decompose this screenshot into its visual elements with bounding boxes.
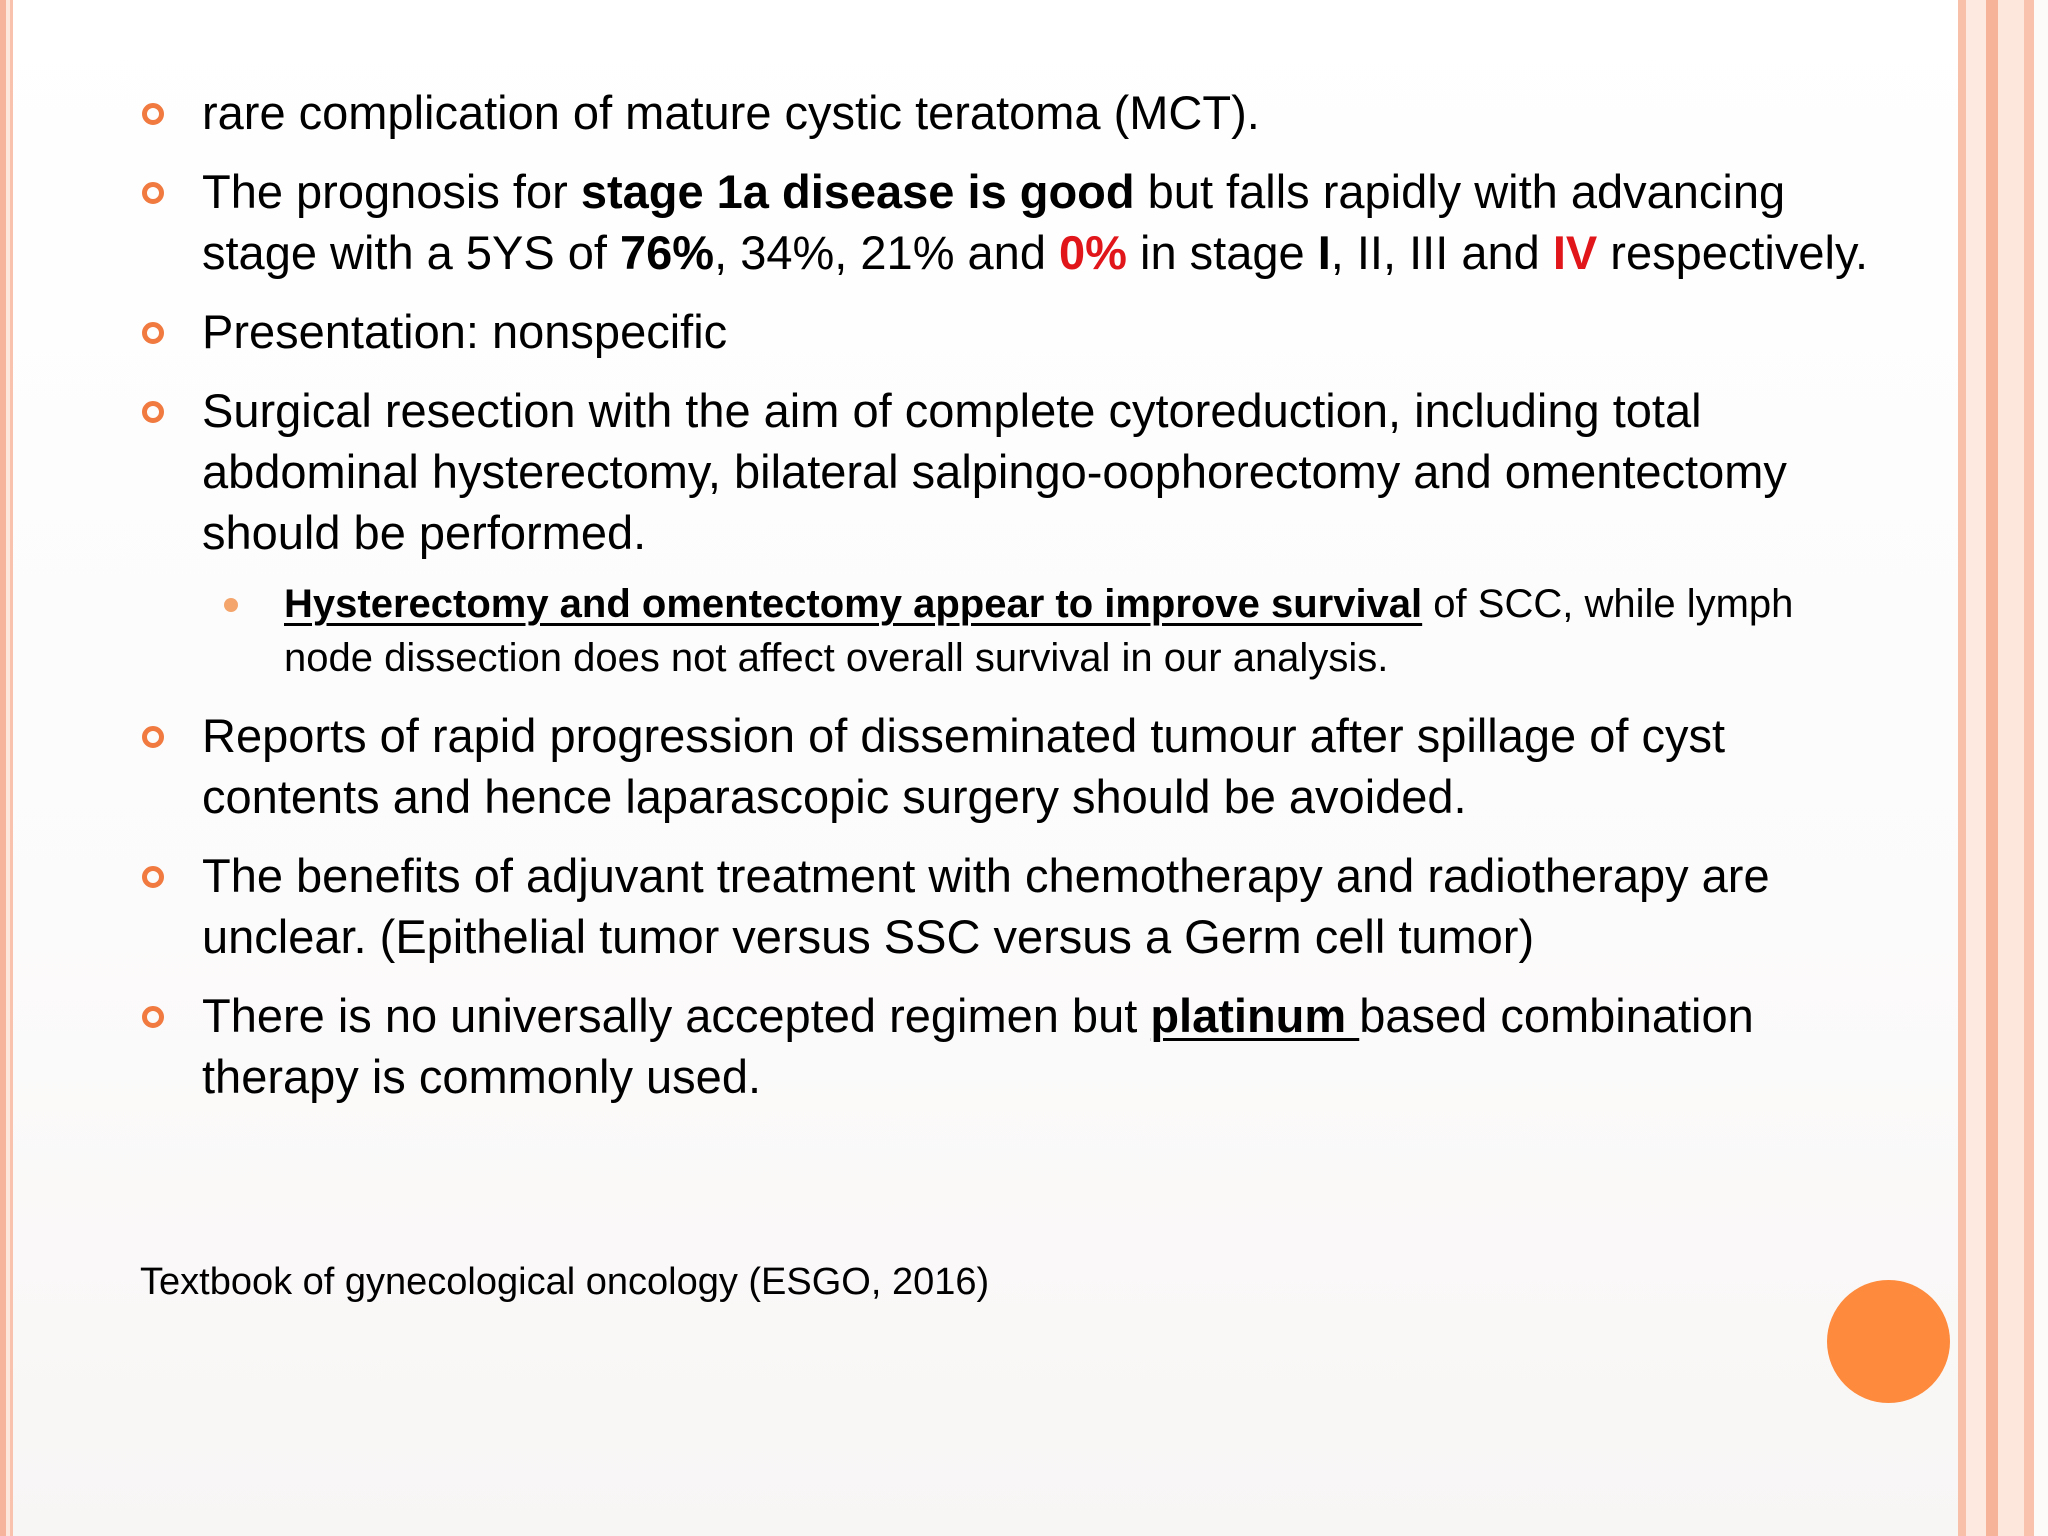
bullet-item-regimen bbox=[140, 985, 1880, 1107]
bullet-item-mct bbox=[140, 82, 1880, 143]
bullet-item-presentation bbox=[140, 301, 1880, 362]
bullet-text-part: in stage bbox=[1126, 226, 1318, 279]
emphasis-76-percent: 76% bbox=[620, 226, 715, 279]
bullet-text: Surgical resection with the aim of complete cytoreduction, including total abdominal hysterectomy, bilateral salpingo-oophorectomy and omentectomy should be performed. bbox=[202, 384, 1787, 559]
bullet-text: The benefits of adjuvant treatment with chemotherapy and radiotherapy are unclear. (Epithelial tumor versus SSC versus a Germ cell tumor) bbox=[202, 849, 1770, 963]
bullet-text: rare complication of mature cystic teratoma (MCT). bbox=[202, 86, 1260, 139]
bullet-item-adjuvant-treatment bbox=[140, 845, 1880, 967]
emphasis-stage-1a: stage 1a disease is good bbox=[580, 165, 1135, 218]
filled-circle-bullet-icon bbox=[224, 598, 238, 612]
orange-circle-decoration bbox=[1827, 1280, 1950, 1403]
hollow-circle-bullet-icon bbox=[142, 1006, 164, 1028]
bullet-text-part: The prognosis for bbox=[202, 165, 581, 218]
bullet-text-part: , 34%, 21% and bbox=[714, 226, 1060, 279]
highlight-stage-iv: IV bbox=[1552, 226, 1598, 279]
bullet-text-part: , II, III and bbox=[1330, 226, 1553, 279]
bullet-text-part: There is no universally accepted regimen but bbox=[202, 989, 1151, 1042]
bullet-item-surgical-resection bbox=[140, 380, 1880, 563]
hollow-circle-bullet-icon bbox=[142, 401, 164, 423]
emphasis-stage-i: I bbox=[1317, 226, 1331, 279]
emphasis-survival: Hysterectomy and omentectomy appear to improve survival bbox=[284, 582, 1423, 626]
sub-bullet-text: of SCC, while lymph node dissection does not affect overall survival in our analysis. bbox=[284, 582, 1794, 680]
hollow-circle-bullet-icon bbox=[142, 103, 164, 125]
hollow-circle-bullet-icon bbox=[142, 182, 164, 204]
hollow-circle-bullet-icon bbox=[142, 866, 164, 888]
hollow-circle-bullet-icon bbox=[142, 322, 164, 344]
hollow-circle-bullet-icon bbox=[142, 726, 164, 748]
right-border-decoration bbox=[1958, 0, 2048, 1536]
bullet-list bbox=[140, 82, 1880, 1125]
reference-citation: Textbook of gynecological oncology (ESGO, 2016) bbox=[140, 1261, 990, 1303]
bullet-text: Reports of rapid progression of disseminated tumour after spillage of cyst contents and hence laparascopic surgery should be avoided. bbox=[202, 709, 1726, 823]
bullet-text-part: but falls rapidly with advancing stage with a 5YS of bbox=[202, 165, 1786, 279]
left-border-decoration bbox=[0, 0, 14, 1536]
highlight-0-percent: 0% bbox=[1059, 226, 1127, 279]
bullet-item-prognosis bbox=[140, 161, 1880, 283]
emphasis-platinum: platinum bbox=[1150, 989, 1360, 1042]
bullet-item-rapid-progression bbox=[140, 705, 1880, 827]
bullet-text-part: respectively. bbox=[1597, 226, 1869, 279]
bullet-text-part: based combination therapy is commonly used. bbox=[202, 989, 1754, 1103]
sub-bullet-item-survival bbox=[140, 577, 1880, 685]
bullet-text: Presentation: nonspecific bbox=[202, 305, 728, 358]
